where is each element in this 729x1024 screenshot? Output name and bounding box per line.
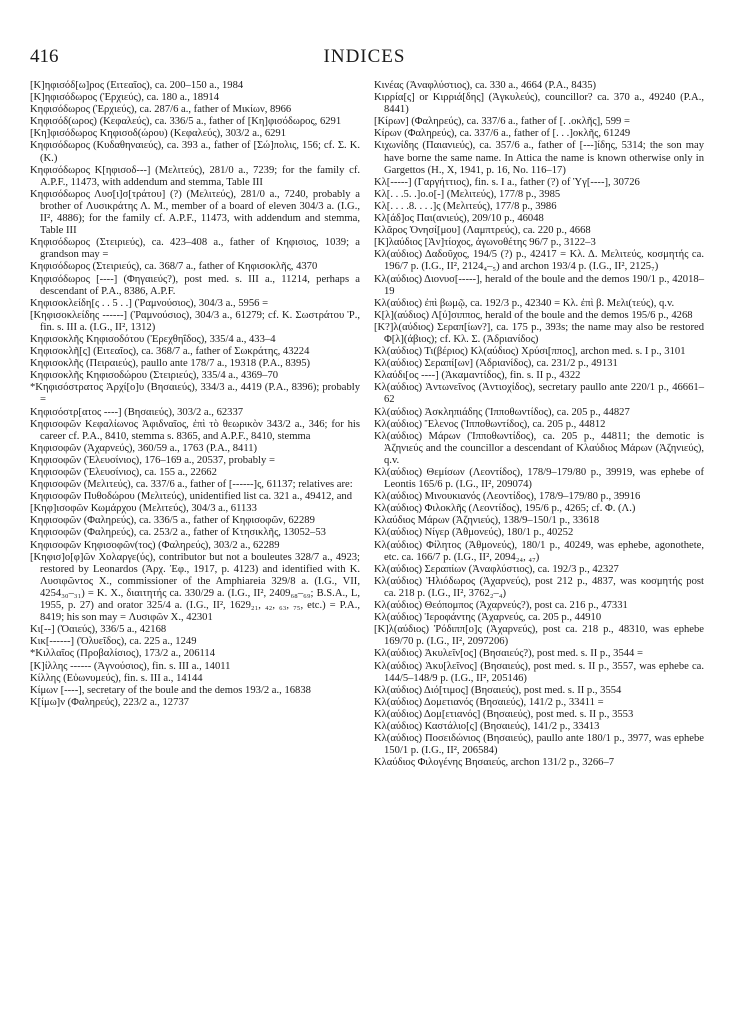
index-entry: Κηφισοφῶν Κηφισοφῶν(τος) (Φαληρεύς), 303/2 a., 62289	[30, 539, 280, 551]
index-entry: [Κηφ]ισοφῶν Κωμάρχου (Μελιτεύς), 304/3 a., 61133	[30, 503, 257, 515]
index-entry: [Κ]λαύδιος [Ἀν]τίοχος, ἀγωνοθέτης 96/7 p., 3122–3	[374, 237, 596, 249]
index-entry: Κλ(αύδιος) Δαδοῦχος, 194/5 (?) p., 42417 = Κλ. Δ. Μελιτεύς, κοσμητής ca. 196/7 p. (I.G., II², 2124₄–₅) and archon 193/4 p. (I.G., II², 2125₇)	[374, 249, 704, 273]
index-entry: Κλ(αύδιος) Δομ[ετιανός] (Βησαιεύς), post med. s. II p., 3553	[374, 708, 634, 720]
index-entry: Κιχωνίδης (Παιανιεύς), ca. 357/6 a., father of [---]ίδης, 5314; the son may have borne the same name. In Attica the name is known otherwise only in Gargettos (H., X, 1941, p. 16, No. 116–17)	[374, 140, 704, 176]
index-entry: Κλ(αύδιος) Θεμίσων (Λεοντίδος), 178/9–179/80 p., 39919, was ephebe of Leontis 165/6 p. (I.G., II², 209074)	[374, 467, 704, 491]
index-entry: Κλ[άδ]ος Παι(ανιεύς), 209/10 p., 46048	[374, 213, 544, 225]
index-entry: Κηφισοκλῆ[ς] (Ειτεαῖος), ca. 368/7 a., father of Σωκράτης, 43224	[30, 346, 310, 358]
index-entry: Κλ(αύδιος) Ἀκυ[λεῖνος] (Βησαιεύς), post med. s. II p., 3557, was ephebe ca. 144/5–148/9 p. (I.G., II², 205146)	[374, 660, 704, 684]
index-entry: [Κηφισοκλείδης ------] (Ῥαμνούσιος), 304/3 a., 61279; cf. Κ. Σωστράτου Ῥ., fin. s. III a. (I.G., II², 1312)	[30, 309, 360, 333]
index-entry: Κλ(αύδιος) Ἔλενος (Ἱπποθωντίδος), ca. 205 p., 44812	[374, 418, 606, 430]
index-entry: Κλ(αύδιος) Ἡλιόδωρος (Ἀχαρνεύς), post 212 p., 4837, was κοσμητής post ca. 218 p. (I.G., II², 3762₂–₄)	[374, 575, 704, 599]
index-entry: Κλ(αύδιος) Νίγερ (Ἀθμονεύς), 180/1 p., 40252	[374, 527, 574, 539]
index-entry: Κλαύδιος Φιλογένης Βησαιεύς, archon 131/2 p., 3266–7	[374, 757, 615, 769]
index-entry: Κλ[-----] (Γαργήττιος), fin. s. I a., father (?) of Ὑγ[----], 30726	[374, 176, 640, 188]
page-number: 416	[30, 46, 59, 67]
index-entry: Κηφισοφῶν (Φαληρεύς), ca. 336/5 a., father of Κηφισοφῶν, 62289	[30, 515, 315, 527]
index-entry: Κλ(αύδιος) Θεόπομπος (Ἀχαρνεύς?), post ca. 216 p., 47331	[374, 600, 628, 612]
page-header	[30, 46, 699, 70]
index-entry: Κ[λ](αύδιος) Λ[ύ]σιππος, herald of the boule and the demos 195/6 p., 4268	[374, 309, 693, 321]
index-entry: Κλ(αύδιος) Μινουκιανός (Λεοντίδος), 178/9–179/80 p., 39916	[374, 491, 641, 503]
index-entry: Κηφισοκλῆς (Πειραιεύς), paullo ante 178/7 a., 19318 (P.A., 8395)	[30, 358, 311, 370]
left-column	[30, 80, 360, 709]
index-entry: Κηφισόδωρος (Στειριεύς), ca. 423–408 a., father of Κηφισιος, 1039; a grandson may =	[30, 237, 360, 261]
right-column	[374, 80, 704, 769]
index-entry: *Κιλλαῖος (Προβαλίσιος), 173/2 a., 206114	[30, 648, 215, 660]
index-entry: Κίρων (Φαληρεύς), ca. 337/6 a., father of [. . .]οκλῆς, 61249	[374, 128, 631, 140]
index-entry: Κλ(αύδιος) Φίλητος (Ἀθμονεύς), 180/1 p., 40249, was ephebe, agonothete, etc. ca. 166/7 p. (I.G., II², 2094₂₄, ₄₇)	[374, 539, 704, 563]
index-entry: Κηφισοφῶν Πυθοδώρου (Μελιτεύς), unidentified list ca. 321 a., 49412, and	[30, 491, 353, 503]
index-entry: Κλ(αύδιος) Ἀσκληπιάδης (Ἱπποθωντίδος), ca. 205 p., 44827	[374, 406, 630, 418]
index-entry: [Κ?]λ(αύδιος) Σεραπ[ίων?], ca. 175 p., 393s; the name may also be restored Φ[λ](άβιος); cf. Κλ. Σ. (Ἀδριανίδος)	[374, 321, 704, 345]
index-entry: Κηφισόδωρος (Στειριεύς), ca. 368/7 a., father of Κηφισοκλῆς, 4370	[30, 261, 318, 273]
index-entry: Κηφισοφῶν (Ἐλευσίνιος), ca. 155 a., 22662	[30, 467, 217, 478]
index-entry: Κλ(αύδιος) Φιλοκλῆς (Λεοντίδος), 195/6 p., 4265; cf. Φ. (Λ.)	[374, 503, 636, 515]
index-entry: Κλ(αύδιος) Ἱεροφάντης (Ἀχαρνεύς, ca. 205 p., 44910	[374, 612, 602, 624]
index-entry: Κλᾶρος Ὀνησί[μου] (Λαμπτρεύς), ca. 220 p., 4668	[374, 225, 591, 237]
index-entry: Κλ[. . . .8. . . .]ς (Μελιτεύς), 177/8 p., 3986	[374, 200, 557, 212]
index-entry: Κλ(αύδιος) Σεραπίων (Ἀναφλύστιος), ca. 192/3 p., 42327	[374, 563, 619, 575]
index-entry: Κηφισοφῶν (Μελιτεύς), ca. 337/6 a., father of [------]ς, 61137; relatives are:	[30, 479, 353, 491]
index-entry: Κλ(αύδιος) Διό[τιμος] (Βησαιεύς), post med. s. II p., 3554	[374, 684, 622, 696]
index-entry: [Κ]ίλλης ------ (Ἀγνούσιος), fin. s. III a., 14011	[30, 660, 231, 672]
index-entry: Κλαύδιος Μάρων (Ἀζηνιεύς), 138/9–150/1 p., 33618	[374, 515, 600, 527]
index-entry: Κι[--] (Ὀαιεύς), 336/5 a., 42168	[30, 624, 167, 636]
index-entry: Κλ(αύδιος) Ἀκυλεῖν[ος] (Βησαιεύς?), post med. s. II p., 3544 =	[374, 648, 643, 660]
index-entry: [Κη]φισόδωρος Κηφισοδ(ώρου) (Κεφαλεύς), 303/2 a., 6291	[30, 128, 287, 140]
index-entry: Κηφισοφῶν Κεφαλίωνος Ἀφιδναῖος, ἐπὶ τὸ θεωρικὸν 343/2 a., 346; for his career cf. P.A., 8410, stemma s. 8365, and A.P.F., 8410, stemma	[30, 418, 360, 442]
index-entry: Κλ(αύδιος) ἐπὶ βωμῷ, ca. 192/3 p., 42340 = Κλ. ἐπὶ β. Μελι(τεύς), q.v.	[374, 297, 675, 309]
index-entry: [Κ]ηφισόδ[ω]ρος (Ειτεαῖος), ca. 200–150 a., 1984	[30, 80, 244, 91]
index-entry: Κλ(αύδιος) Σεραπί[ων] (Ἀδριανίδος), ca. 231/2 p., 49131	[374, 358, 618, 370]
index-entry: Κίμων [----], secretary of the boule and the demos 193/2 a., 16838	[30, 684, 311, 696]
index-entry: Κηφισοκλείδη[ς . . 5 . .] (Ῥαμνούσιος), 304/3 a., 5956 =	[30, 297, 269, 309]
index-entry: Κηφισόδωρος (Ἐρχιεύς), ca. 287/6 a., father of Μικίων, 8966	[30, 104, 292, 116]
index-entry: Κηφισοκλῆς Κηφισοδώρου (Στειριεύς), 335/4 a., 4369–70	[30, 370, 279, 382]
index-entry: Κιρρία[ς] or Κιρριά[δης] (Ἀγκυλεύς), councillor? ca. 370 a., 49240 (P.A., 8441)	[374, 92, 704, 116]
index-entry: Κηφισόδ(ωρος) (Κεφαλεύς), ca. 336/5 a., father of [Κη]φισόδωρος, 6291	[30, 116, 342, 128]
index-entry: Κηφισόδωρος [----] (Φηγαιεύς?), post med. s. III a., 11214, perhaps a descendant of P.A., 8386, A.P.F.	[30, 273, 360, 297]
index-entry: Κλ(αύδιος) Ἀντωνεῖνος (Ἀντιοχίδος), secretary paullo ante 220/1 p., 46661–62	[374, 382, 704, 406]
index-entry: Κλ(αύδιος) Δομετιανός (Βησαιεύς), 141/2 p., 33411 =	[374, 696, 604, 708]
index-entry: Κικ[------] (Ὀλυεῖδος), ca. 225 a., 1249	[30, 636, 197, 648]
index-entry: Κηφισόστρ[ατος ----] (Βησαιεύς), 303/2 a., 62337	[30, 406, 244, 418]
index-entry: Κηφισοφῶν (Ἐλευσίνιος), 176–169 a., 20537, probably =	[30, 454, 275, 466]
index-entry: [Κίρων] (Φαληρεύς), ca. 337/6 a., father of [. .οκλῆς], 599 =	[374, 116, 630, 128]
index-entry: Κηφισόδωρος Λυσ[ι]σ[τράτου] (?) (Μελιτεύς), 281/0 a., 7240, probably a brother of Λυσικράτης Λ. Μ., member of a board of eleven 304/3 a. (I.G., II², 4886); for the family cf. A.P.F., 11473, with addendum and stemma, Table III	[30, 188, 360, 237]
index-entry: Κλ[. . .5. .]ο.ο[-] (Μελιτεύς), 177/8 p., 3985	[374, 188, 561, 200]
index-entry: Κίλλης (Εὐωνυμεύς), fin. s. III a., 14144	[30, 672, 203, 684]
index-entry: Κηφισοφῶν (Φαληρεύς), ca. 253/2 a., father of Κτησικλῆς, 13052–53	[30, 527, 326, 539]
index-entry: [Κηφισ]ο[φ]ῶν Χολαργε(ύς), contributor but not a bouleutes 328/7 a., 4923; restored by Leonardos (Ἀρχ. Ἐφ., 1917, p. 4123) and identified with Κ. Λυσιφῶντος Χ., commissioner of the Amphiareia 329/8 a. (I.G., VII, 4254₃₀–₃₁) = Κ. Χ., διαιτητής ca. 330/29 a. (I.G., II², 2409₆₈–₆₉; B.S.A., L, 1955, p. 27) and orator 325/4 a. (I.G., II², 1629₂₁, ₄₂, ₆₃, ₇₅, etc.) = P.A., 8419; his son may = Λυσιφῶν Χ., 42301	[30, 551, 360, 624]
index-entry: Κλαύδι[ος ----] (Ἀκαμαντίδος), fin. s. II p., 4322	[374, 370, 581, 382]
index-entry: Κλ(αύδιος) Ποσειδώνιος (Βησαιεύς), paullo ante 180/1 p., 3977, was ephebe 150/1 p. (I.G., II², 206584)	[374, 733, 704, 757]
index-entry: Κινέας (Ἀναφλύστιος), ca. 330 a., 4664 (P.A., 8435)	[374, 80, 597, 91]
index-entry: Κηφισοφῶν (Ἀχαρνεύς), 360/59 a., 1763 (P.A., 8411)	[30, 442, 258, 454]
index-entry: Κλ(αύδιος) Μάρων (Ἱπποθωντίδος), ca. 205 p., 44811; the demotic is Ἀζηνιεύς and the councillor a descendant of Κλαύδιος Μάρων (Ἀζηνιεύς), q.v.	[374, 430, 704, 466]
index-entry: Κηφισόδωρος Κ[ηφισοδ---] (Μελιτεύς), 281/0 a., 7239; for the family cf. A.P.F., 11473, with addendum and stemma, Table III	[30, 164, 360, 188]
index-entry: *Κηφισόστρατος Ἀρχί[ο]υ (Βησαιεύς), 334/3 a., 4419 (P.A., 8396); probably =	[30, 382, 360, 406]
index-entry: [Κ]ηφισόδωρος (Ἐρχιεύς), ca. 180 a., 18914	[30, 92, 219, 104]
index-entry: Κλ(αύδιος) Διονυσ[-----], herald of the boule and the demos 190/1 p., 42018–19	[374, 273, 704, 297]
index-entry: Κλ(αύδιος) Καστάλιο[ς] (Βησαιεύς), 141/2 p., 33413	[374, 720, 600, 732]
index-entry: Κηφισοκλῆς Κηφισοδότου (Ἐρεχθηΐδος), 335/4 a., 433–4	[30, 333, 276, 345]
index-entry: [Κ]λ(αύδιος) Ῥόδιππ[ο]ς (Ἀχαρνεύς), post ca. 218 p., 48310, was ephebe 169/70 p. (I.G., II², 2097206)	[374, 624, 704, 648]
index-entry: Κηφισόδωρος (Κυδαθηναιεύς), ca. 393 a., father of [Σώ]πολις, 156; cf. Σ. Κ. (Κ.)	[30, 140, 360, 164]
index-entry: Κλ(αύδιος) Τι(βέριος) Κλ(αύδιος) Χρύσι[ππος], archon med. s. I p., 3101	[374, 346, 686, 358]
index-entry: Κ[ίμω]ν (Φαληρεύς), 223/2 a., 12737	[30, 696, 189, 708]
page-title: INDICES	[323, 46, 406, 67]
